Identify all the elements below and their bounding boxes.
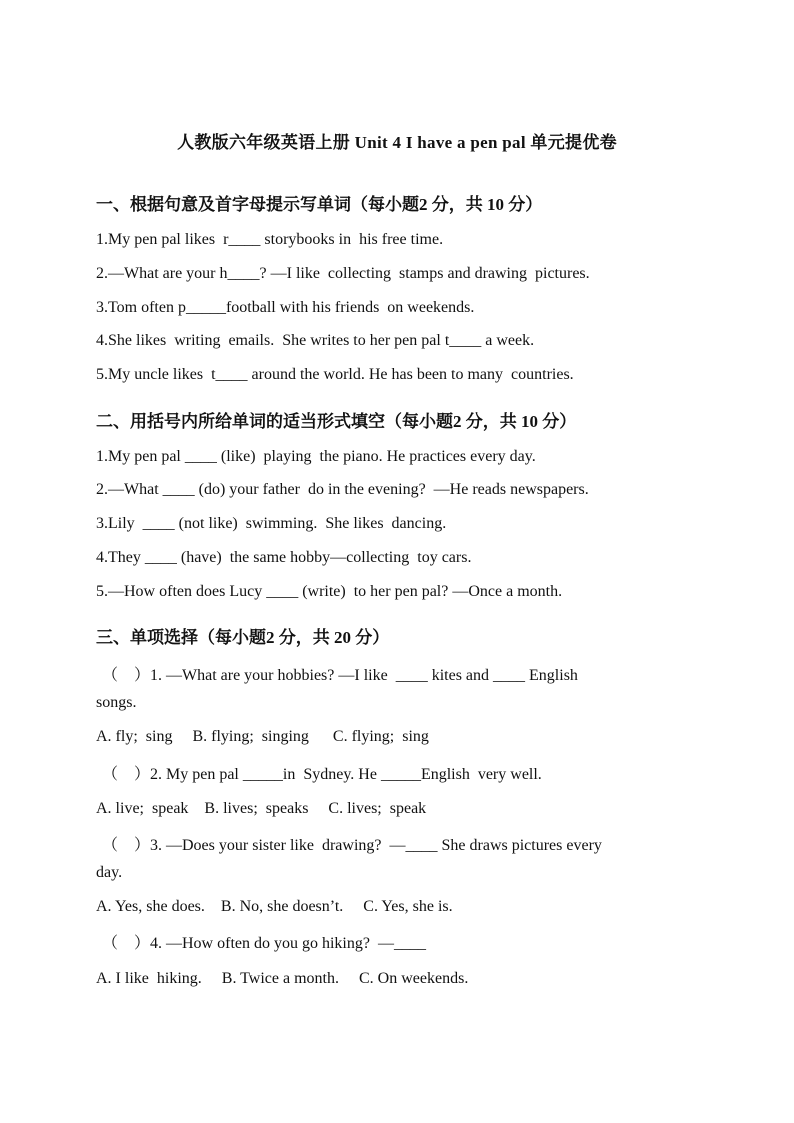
page-title: 人教版六年级英语上册 Unit 4 I have a pen pal 单元提优卷 — [177, 133, 617, 152]
s3-question-1: （ ）1. —What are your hobbies? —I like ____ kites and ____ English — [102, 667, 578, 684]
s1-question-2: 2.—What are your h____? —I like collecting stamps and drawing pictures. — [96, 265, 590, 282]
s3-question-2: （ ）2. My pen pal _____in Sydney. He _____English very well. — [102, 766, 542, 783]
s3-question-2-options: A. live; speak B. lives; speaks C. lives; speak — [96, 800, 427, 817]
s3-question-1-continued: songs. — [96, 694, 137, 711]
section-3-heading: 三、单项选择（每小题2 分，共 20 分） — [96, 628, 390, 647]
section-2-heading: 二、用括号内所给单词的适当形式填空（每小题2 分，共 10 分） — [96, 412, 577, 431]
s3-question-4: （ ）4. —How often do you go hiking? —____ — [102, 935, 426, 952]
s2-question-2: 2.—What ____ (do) your father do in the evening? —He reads newspapers. — [96, 481, 589, 498]
s2-question-5: 5.—How often does Lucy ____ (write) to her pen pal? —Once a month. — [96, 583, 563, 600]
s1-question-3: 3.Tom often p_____football with his friends on weekends. — [96, 299, 475, 316]
s2-question-1: 1.My pen pal ____ (like) playing the piano. He practices every day. — [96, 448, 536, 465]
s1-question-4: 4.She likes writing emails. She writes to her pen pal t____ a week. — [96, 332, 535, 349]
s3-question-1-options: A. fly; sing B. flying; singing C. flying; sing — [96, 728, 429, 745]
s2-question-3: 3.Lily ____ (not like) swimming. She likes dancing. — [96, 515, 447, 532]
s3-question-3-continued: day. — [96, 864, 123, 881]
s3-question-4-options: A. I like hiking. B. Twice a month. C. On weekends. — [96, 970, 469, 987]
s1-question-1: 1.My pen pal likes r____ storybooks in his free time. — [96, 231, 444, 248]
s1-question-5: 5.My uncle likes t____ around the world. He has been to many countries. — [96, 366, 574, 383]
s2-question-4: 4.They ____ (have) the same hobby—collecting toy cars. — [96, 549, 472, 566]
s3-question-3: （ ）3. —Does your sister like drawing? —____ She draws pictures every — [102, 837, 602, 854]
s3-question-3-options: A. Yes, she does. B. No, she doesn’t. C. Yes, she is. — [96, 898, 453, 915]
section-1-heading: 一、根据句意及首字母提示写单词（每小题2 分，共 10 分） — [96, 195, 543, 214]
